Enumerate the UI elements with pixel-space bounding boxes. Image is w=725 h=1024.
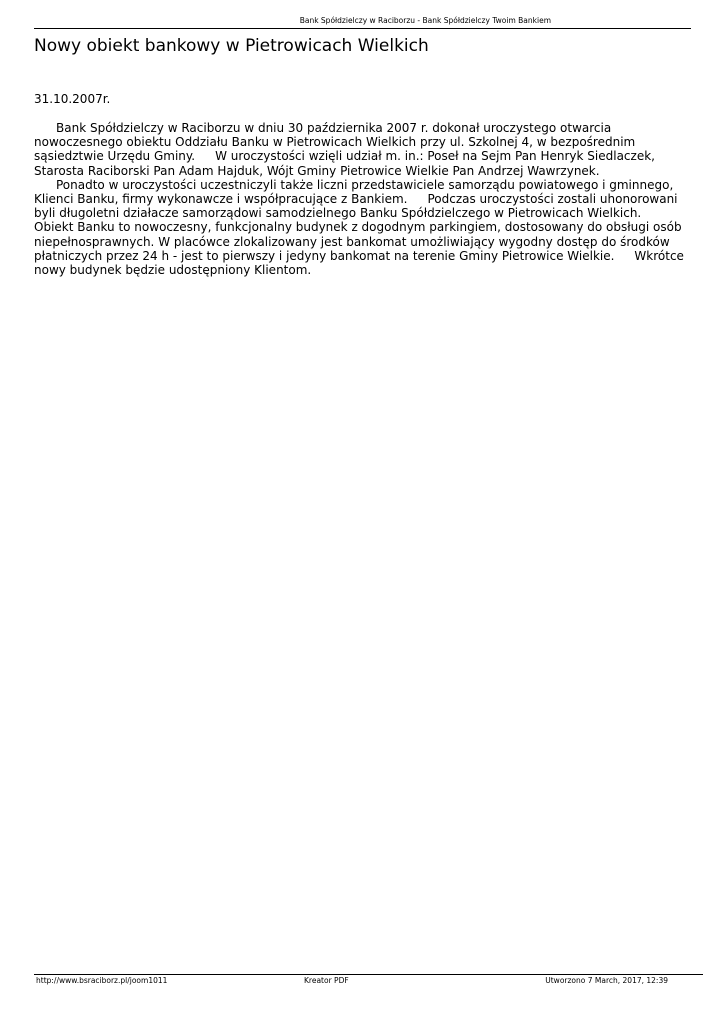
article-paragraph [34, 121, 684, 178]
footer-url: http://www.bsraciborz.pl/joom1011 [36, 976, 168, 985]
footer-created-date: Utworzono 7 March, 2017, 12:39 [545, 976, 668, 985]
article-paragraph [34, 178, 684, 277]
article-date: 31.10.2007r. [34, 92, 111, 106]
article-sentence: Bank Spółdzielczy w Raciborzu w dniu 30 października 2007 r. dokonał uroczystego otwarcia nowoczesnego obiektu Oddziału Banku w Pietrowicach Wielkich przy ul. Szkolnej 4, w bezpośrednim sąsiedztwie Urzędu Gminy. [34, 121, 636, 164]
article-sentence: W uroczystości wzięli udział m. in.: Poseł na Sejm Pan Henryk Siedlaczek, Starosta Raciborski Pan Adam Hajduk, Wójt Gminy Pietrowice Wielkie Pan Andrzej Wawrzynek. [34, 149, 655, 178]
footer-creator: Kreator PDF [304, 976, 349, 985]
article-sentence: Ponadto w uroczystości uczestniczyli także liczni przedstawiciele samorządu powiatowego i gminnego, Klienci Banku, firmy wykonawcze i współpracujące z Bankiem. [34, 177, 674, 207]
article-title: Nowy obiekt bankowy w Pietrowicach Wielkich [34, 36, 429, 56]
page-header [34, 14, 691, 29]
page-footer [34, 974, 703, 987]
article-body [34, 121, 684, 277]
article-sentence: Podczas uroczystości zostali uhonorowani byli długoletni działacze samorządowi samodzielnego Banku Spółdzielczego w Pietrowicach Wielkich. [34, 192, 678, 221]
article-sentence: Wkrótce nowy budynek będzie udostępniony Klientom. [34, 248, 684, 278]
article-sentence: Obiekt Banku to nowoczesny, funkcjonalny budynek z dogodnym parkingiem, dostosowany do obsługi osób niepełnosprawnych. W placówce zlokalizowany jest bankomat umożliwiający wygodny dostęp do środków płatniczych przez 24 h - jest to pierwszy i jedyny bankomat na terenie Gminy Pietrowice Wielkie. [34, 220, 682, 263]
site-title: Bank Spółdzielczy w Raciborzu - Bank Spółdzielczy Twoim Bankiem [299, 16, 551, 25]
